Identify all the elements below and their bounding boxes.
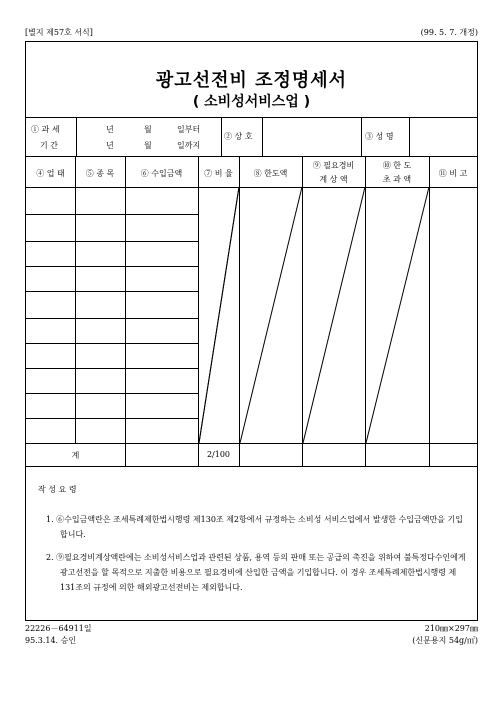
name-label: ③ 성 명 bbox=[365, 132, 394, 141]
form-number: [별지 제57호 서식] bbox=[25, 28, 93, 37]
page-subtitle: ( 소비성서비스업 ) bbox=[192, 94, 311, 110]
col-expense: ⑨ 필요경비 bbox=[312, 161, 355, 170]
guide-list bbox=[46, 512, 466, 603]
total-label: 계 bbox=[71, 451, 80, 460]
paper-size: 210㎜×297㎜ bbox=[424, 624, 478, 633]
period-from: 일부터 bbox=[177, 125, 201, 134]
form-frame: 광고선전비 조정명세서 ( 소비성서비스업 ) ① 과 세 기 간 년 월 일부터 년 월 일까지 ② 상 호 ③ 성 명 ④ 업 태 ⑤ 종 목 ⑥ 수입금액 ⑦ 비 율 ⑧ 한도액 ⑨ 필요경비 계 상 액 ⑩ 한 도 초 과 액 ⑪ 비 고 계 2/100 작 성 요 령 1. ⑥수입금액란은 조세특례제한법시행령 제130조 제2항에서 규정하는 소비성 서비스업에서 발생한 수입금액만을 기입합니다. 2. ⑨필요경비계상액란에는 소비성서비스업과 관련된 상품, 용역 등의 판매 또는 공급의 촉진을 위하여 불특정다수인에게 광고선전을 할 목적으로 지출한 비용으로 필요경비에 산입한 금액을 기입합니다. 이 경우 조세특례제한법시행령 제131조의 규정에 의한 해외광고선전비는 제외합니다. bbox=[25, 41, 478, 621]
form-code: 22226－64911일 bbox=[25, 624, 92, 633]
guide-title: 작 성 요 령 bbox=[38, 485, 77, 494]
page-title: 광고선전비 조정명세서 bbox=[155, 70, 348, 91]
col-business-type: ④ 업 태 bbox=[36, 169, 65, 178]
period-to: 일까지 bbox=[177, 141, 201, 150]
total-ratio: 2/100 bbox=[206, 450, 231, 459]
col-remarks: ⑪ 비 고 bbox=[438, 169, 468, 178]
approval-date: 95.3.14. 승인 bbox=[25, 636, 77, 645]
col-excess: ⑩ 한 도 bbox=[382, 161, 412, 170]
col-revenue: ⑥ 수입금액 bbox=[140, 169, 183, 178]
period-label: ① 과 세 bbox=[31, 125, 60, 134]
guide-item-1: 1. ⑥수입금액란은 조세특례제한법시행령 제130조 제2항에서 규정하는 소비성 서비스업에서 발생한 수입금액만을 기입합니다. bbox=[46, 515, 463, 539]
guide-item-2: 2. ⑨필요경비계상액란에는 소비성서비스업과 관련된 상품, 용역 등의 판매 또는 공급의 촉진을 위하여 불특정다수인에게 광고선전을 할 목적으로 지출한 비용으로 필요경비에 산입한 금액을 기입합니다. 이 경우 조세특례제한법시행령 제131조의 규정에 의한 해외광고선전비는 제외합니다. bbox=[46, 553, 466, 592]
period-label-2: 기 간 bbox=[40, 141, 58, 150]
paper-type: (신문용지 54g/㎡) bbox=[412, 636, 478, 645]
revision-date: (99. 5. 7. 개정) bbox=[420, 28, 478, 37]
trade-name-label: ② 상 호 bbox=[224, 132, 253, 141]
col-limit: ⑧ 한도액 bbox=[253, 169, 288, 178]
col-ratio: ⑦ 비 율 bbox=[204, 169, 233, 178]
col-item: ⑤ 종 목 bbox=[85, 169, 115, 178]
